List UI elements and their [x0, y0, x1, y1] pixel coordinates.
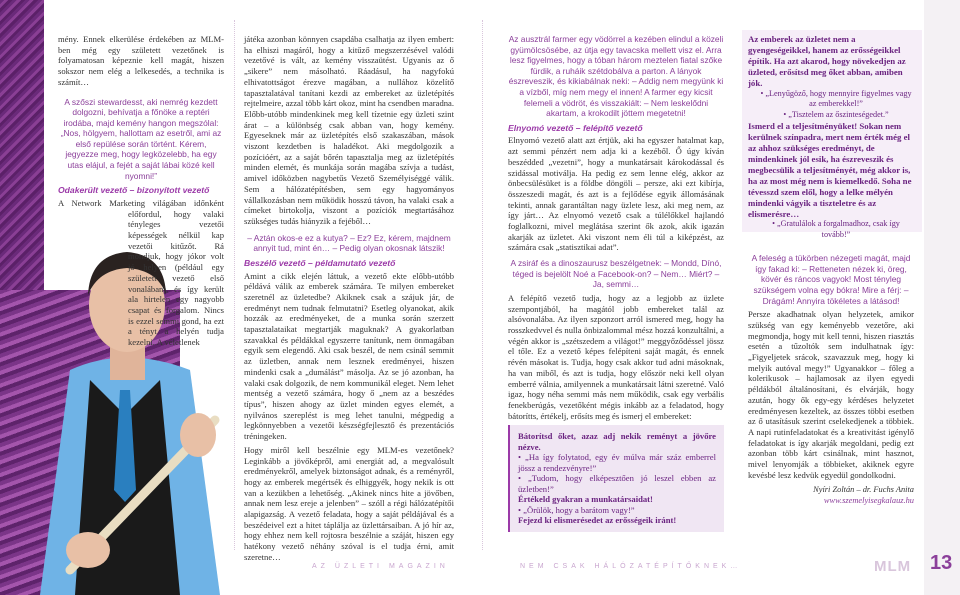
bullet-icon: • — [518, 504, 524, 515]
author-url[interactable]: www.szemelyisegkalauz.hu — [823, 496, 914, 506]
intro-paragraph: mény. Ennek elkerülése érdekében az MLM-ben még egy született vezetőnek is folyamatosan képeznie kell magát, hiszen sokszor nem elég a lelkesedés, a technika is számít… — [58, 34, 224, 87]
body-paragraph: Persze akadhatnak olyan helyzetek, amikor szükség van egy keményebb vezetőre, aki megmondja, hogy mit kell tenni, hiszen riasztás esetén a tűzoltók sem indulhatnak így: „Figyeljetek srácok, szavazzuk meg, hogy ki melyik autóval megy!” Ugyanakkor – főleg a kolerikusok – hajlamosak az ilyen egyedi példákból általánosítani, és elvárják, hogy azután, hogy ők egy-egy kérdéses helyzetet eredményesen kezeltek, az összes többi esetben az ő utasításuk szerint cselekedjenek a többiek. A napi rutinfeladatokat és a kreativitást igénylő feladatokat is így akarják megoldani, pedig ezt azonban több kárt csinálnak, mint hasznot, mivel lenyomják a többieket, akiknek egyre kevésbé lesz kedvük egyedül gondolkodni. — [748, 309, 914, 480]
column-3 — [508, 34, 724, 532]
joke-quote: A zsiráf és a dinoszaurusz beszélgetnek: – Mondd, Dínó, téged is bejelölt Noé a Facebook-on? – Nem… Miért? – Ja, semmi… — [510, 258, 722, 290]
box-title: Értékeld gyakran a munkatársaidat! — [518, 494, 653, 505]
bullet-icon: • — [518, 452, 526, 463]
box-title: Fejezd ki elismerésedet az erősségeik iránt! — [518, 515, 677, 526]
author-signature — [748, 484, 914, 506]
sidebar-text — [748, 34, 914, 241]
joke-quote: Az ausztrál farmer egy vödörrel a kezében elindul a közeli gyümölcsösébe, az útja egy tavacska mellett visz el. Arra lesz figyelmes, hogy a tóban három meztelen fiatal szőke fürdik, a ruháik szétdobálva a parton. A lányok észreveszik, és kikiabálnak neki: – Addig nem megyünk ki a vízből, míg nem megy el innen! A farmer egy kicsit felemeli a vödröt, és visszakiált: – Nem leskelődni akartam, a krokodilt jöttem megetetni! — [508, 34, 724, 119]
sidebar-mid: Ismerd el a teljesítményüket! Sokan nem kerülnek színpadra, mert nem érték még el az ahhoz szükséges eredményt, de mindenkinek jól esik, ha észreveszik és megbecsülik a teljesítményét, még akkor is, ha az most még nem is kiemelkedő. Soha ne tévesszd szem elől, hogy a lelke mélyén mindenki vágyik a tiszteletre és az elismerésre… — [748, 121, 912, 219]
bullet-icon: • — [783, 110, 789, 120]
brand-logo: MLM — [874, 558, 912, 575]
highlight-box — [508, 425, 724, 532]
joke-quote: A szőszi stewardesst, aki nemrég kezdett dolgozni, behívatja a főnöke a reptéri irodába, majd kemény hangon megszólal: „Nos, hölgyem, hallottam az esetről, ami az első repülése során történt. Kérem, jegyezze meg, hogy legközelebb, ha egy utas elájul, a fejét a saját lábai közé kell nyomni!” — [60, 96, 222, 181]
box-bullet: „Örülök, hogy a barátom vagy!” — [523, 504, 635, 515]
sidebar-intro: Az emberek az üzletet nem a gyengeségeikkel, hanem az erősségeikkel építik. Ha azt akarod, hogy növekedjen az üzleted, erősítsd meg őket abban, amiben jók. — [748, 34, 906, 88]
body-paragraph: Hogy miről kell beszélnie egy MLM-es vezetőnek? Leginkább a jövőképről, ami energiát ad, a megvalósult eredményekről, amelyek biztonságot adnak, és a reményről, hogy az emberek megértsék és elhiggyék, hogy nekik is ott van a kezükben a lehetőség. „Akinek nincs hite a jövőben, annak nem lesz ereje a jelenben” – szóll a régi hálózatépítői alapigazság. A vezető feladata, hogy a saját példájával és a beszédeivel ezt a hitet táplálja az üzlettársaiban. A jó hír az, hogy ehhez nem kell rojtosra beszélnie a száját, hiszen egy hatékony vezető néhány szóval is el tudja érni, amit szeretne… — [244, 444, 454, 562]
box-bullet: „Tudom, hogy elképesztően jó leszel ebben az üzletben!” — [518, 473, 716, 494]
right-margin-bar — [924, 0, 960, 595]
column-1 — [58, 34, 224, 351]
box-title: Bátorítsd őket, azaz adj nekik reményt a jövőre nézve. — [518, 431, 716, 452]
body-paragraph: A Network Marketing világában időnként előfordul, hogy valaki tényleges vezetői képességek nélkül kap vezetői kitűzőt. Rá mondjuk, hogy jókor volt jó helyen (például egy született vezető első vonalában), és így került ala hirtelen egy nagyobb csapat és forgalom. Nincs is ezzel semmi gond, ha ezt a tényt a helyén tudja kezelni. A véletlenek — [58, 197, 224, 348]
body-paragraph: Amint a cikk elején láttuk, a vezető ekte előbb-utóbb példává válik az emberek számára. Te milyen embereket szeretnél az üzletedbe? Akiknek csak a szájuk jár, de eredményt nem tudnak felmutatni? Esetleg olyanokat, akik hozzák az eredményeket, de a munka során szerzett tapasztalataikat megtartják maguknak? A gyakorlatban szavakkal és példákkal egyszerre tanítunk, nem önmagában egyik sem elegendő. Aki csak beszél, de nem csinál semmit az üzletben, annak nem lesznek eredményei, hiszen mindenki csak a „dumálást” másolja. Az se jó azonban, ha valaki csak dolgozik, de nem kommunikál eleget. Nem lehet mentség a vezető számára, hogy ő „nem az a beszédes típus”, hiszen ahogy az üzlet minden egyes elemét, a nyilvános szereplést is meg lehet tanulni, mégpedig a legkönnyebben a vezetői készségfejlesztő és prezentációs tréningeken. — [244, 270, 454, 442]
section-heading: Elnyomó vezető – felépítő vezető — [508, 122, 643, 133]
bullet-icon: • — [518, 473, 528, 484]
column-4 — [748, 34, 914, 506]
column-divider — [234, 20, 235, 550]
footer-subtitle: NEM CSAK HÁLÓZATÉPÍTŐKNEK… — [520, 563, 742, 570]
column-divider — [482, 20, 483, 550]
joke-quote: A feleség a tükörben nézegeti magát, majd így fakad ki: – Retteneten nézek ki, öreg, kövér és ráncos vagyok! Most tényleg szükségem volna egy bókra! Mire a férj: – Drágám! Annyira tökéletes a látásod! — [751, 253, 911, 306]
body-paragraph: játéka azonban könnyen csapdába csalhatja az ilyen embert: ha elhiszi magáról, hogy a kitűző megszerzésével valódi vezetővé is vált, az kemény visszaütést. Ugyanis az ő „sikere” nem másolható. Ráadásul, ha nagyfokú elhivatottságot érezve magában, a nullához közelítő tapasztalatával tanítani kezdi az embereket az üzletépítés rejtelmeire, azzal több kárt okoz, mint ha csendben maradna. Előbb-utóbb mindenkinek meg kell tízetnie egy üzleti szint árat – a különbség csak abban van, hogy kemény. Egyeseknek már az üzletépítés első szakaszában, mások viszont kezdetben is haladékot. Aki megdolgozik a pozícióért, az a saját bőrén tapasztalja meg az üzletépítés minden elemét, és munkája során magába szívja a tudást, amivel időközben nagybetűs Vezető Személyiséggé válik. Sem a hálózatépítésben, sem egy hagyományos vállalkozásban nem működik hosszú távon, ha valaki csak a címeket birtokolja, viszont a pozíciók megtartásához szükséges tudás hiányzik a fejéből… — [244, 34, 454, 226]
box-bullet: „Ha így folytatod, egy év múlva már száz emberrel jössz a rendezvényre!” — [518, 452, 716, 473]
body-paragraph: Elnyomó vezető alatt azt értjük, aki ha egyszer hatalmat kap, azt semmi pénzért nem adja ki a kezéből. Ő úgy kíván beszédded „vezetni”, hogy a munkatársait károkodással és szidással motiválja. Ha pedig ez sem lenne elég, akkor az önbecsülésüket is a földbe döngöli – persze, aki ezt kibírja, összeszedi magát, és azt is a fejlődése egyik állomásának tekinti, annak garantáltan nagy üzlete lesz, aki meg nem, az így járt… Az elnyomó vezető csak a túlélőkkel hajlandó foglalkozni, mivel meglátása szerint ők azok, akik igazán akarják az üzletet. Aki viszont nem éli túl a kiképzést, az számára csak „statisztikai adat”. — [508, 135, 724, 253]
footer-magazine-tagline: AZ ÜZLETI MAGAZIN — [312, 563, 449, 570]
page-number: 13 — [930, 552, 953, 574]
sidebar-bullet: „Gratulálok a forgalmadhoz, csak így tovább!” — [777, 219, 900, 240]
bullet-icon: • — [760, 88, 766, 98]
joke-quote: – Aztán okos-e ez a kutya? – Ez? Ez, kérem, majdnem annyit tud, mint én… – Pedig olyan okosnak látszik! — [247, 232, 451, 254]
sidebar-bullet: „Lenyűgöző, hogy mennyire figyelmes vagy az emberekkel!” — [765, 88, 912, 109]
bullet-icon: • — [772, 219, 778, 229]
author-names: Nyíri Zoltán – dr. Fuchs Anita — [813, 485, 914, 495]
sidebar-bullet: „Tisztelem az őszinteségedet.” — [788, 110, 889, 120]
section-heading: Odakerült vezető – bizonyított vezető — [58, 185, 210, 196]
section-heading: Beszélő vezető – példamutató vezető — [244, 257, 396, 268]
body-paragraph: A felépítő vezető tudja, hogy az a legjobb az üzlete szempontjából, ha magától jobb embereket talál az alsóvonalába. Az ilyen szponzort arról ismered meg, hogy ha rosszkedvvel és nulla önbizalommal mész hozzá konzultálni, a végén akkor is „szétszedem a világot!” meggyőződéssel jössz el tőle. Ez a vezető képes felépíteni saját magát, és ennek révén másokat is. Tudja, hogy csak akkor tud adni másoknak, ha van miből, és azt is tudja, hogy először neki kell olyan emberré válnia, amilyennek a munkatársait látni szeretné. Való igaz, hogy néha semmi más nem működik, csak egy verbális fenekberúgás, vezetőként mégis inkább az a feladatod, hogy bátorítts, értékelj, erősíts meg és ismerj el embereket: — [508, 292, 724, 421]
column-2 — [244, 34, 454, 566]
